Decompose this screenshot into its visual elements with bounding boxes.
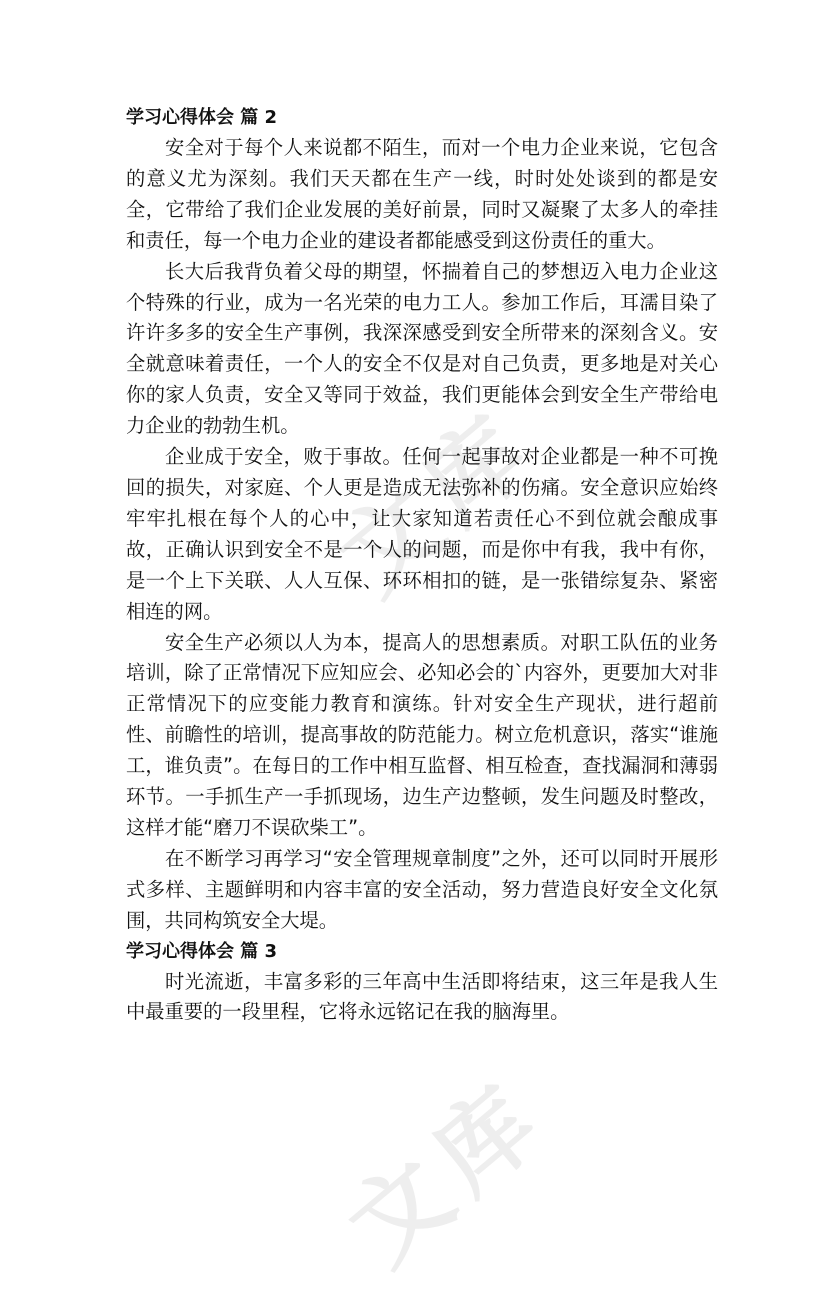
watermark-bottom	[328, 1032, 613, 1301]
section-heading-2: 学习心得体会 篇 2	[126, 107, 278, 128]
watermark-stamp-icon-bottom	[328, 1032, 598, 1286]
svg-text:文: 文	[328, 1138, 474, 1286]
paragraph: 时光流逝，丰富多彩的三年高中生活即将结束，这三年是我人生中最重要的一段里程，它将永远铭记在我的脑海里。	[126, 969, 718, 1024]
paragraph: 长大后我背负着父母的期望，怀揣着自己的梦想迈入电力企业这个特殊的行业，成为一名光荣的电力工人。参加工作后，耳濡目染了许许多多的安全生产事例，我深深感受到安全所带来的深刻含义。安全就意味着责任，一个人的安全不仅是对自己负责，更多地是对关心你的家人负责，安全又等同于效益，我们更能体会到安全生产带给电力企业的勃勃生机。	[126, 259, 718, 438]
paragraph: 企业成于安全，败于事故。任何一起事故对企业都是一种不可挽回的损失，对家庭、个人更是造成无法弥补的伤痛。安全意识应始终牢牢扎根在每个人的心中，让大家知道若责任心不到位就会酿成事故，正确认识到安全不是一个人的问题，而是你中有我，我中有你，是一个上下关联、人人互保、环环相扣的链，是一张错综复杂、紧密相连的网。	[126, 445, 718, 623]
svg-text:库: 库	[402, 397, 549, 545]
section-heading-3: 学习心得体会 篇 3	[126, 940, 278, 962]
svg-text:文: 文	[318, 468, 464, 616]
document-body	[126, 103, 718, 1028]
paragraph: 在不断学习再学习“安全管理规章制度”之外，还可以同时开展形式多样、主题鲜明和内容丰富的安全活动，努力营造良好安全文化氛围，共同构筑安全大堤。	[126, 846, 718, 932]
paragraph: 安全对于每个人来说都不陌生，而对一个电力企业来说，它包含的意义尤为深刻。我们天天都在生产一线，时时处处谈到的都是安全，它带给了我们企业发展的美好前景，同时又凝聚了太多人的牵挂和责任，每一个电力企业的建设者都能感受到这份责任的重大。	[126, 136, 718, 252]
paragraph: 安全生产必须以人为本，提高人的思想素质。对职工队伍的业务培训，除了正常情况下应知应会、必知必会的`内容外，更要加大对非正常情况下的应变能力教育和演练。针对安全生产现状，进行超前性、前瞻性的培训，提高事故的防范能力。树立危机意识，落实“谁施工，谁负责”。在每日的工作中相互监督、相互检查，查找漏洞和薄弱环节。一手抓生产一手抓现场，边生产边整顿，发生问题及时整改，这样才能“磨刀不误砍柴工”。	[126, 630, 718, 839]
svg-text:库: 库	[412, 1067, 559, 1215]
